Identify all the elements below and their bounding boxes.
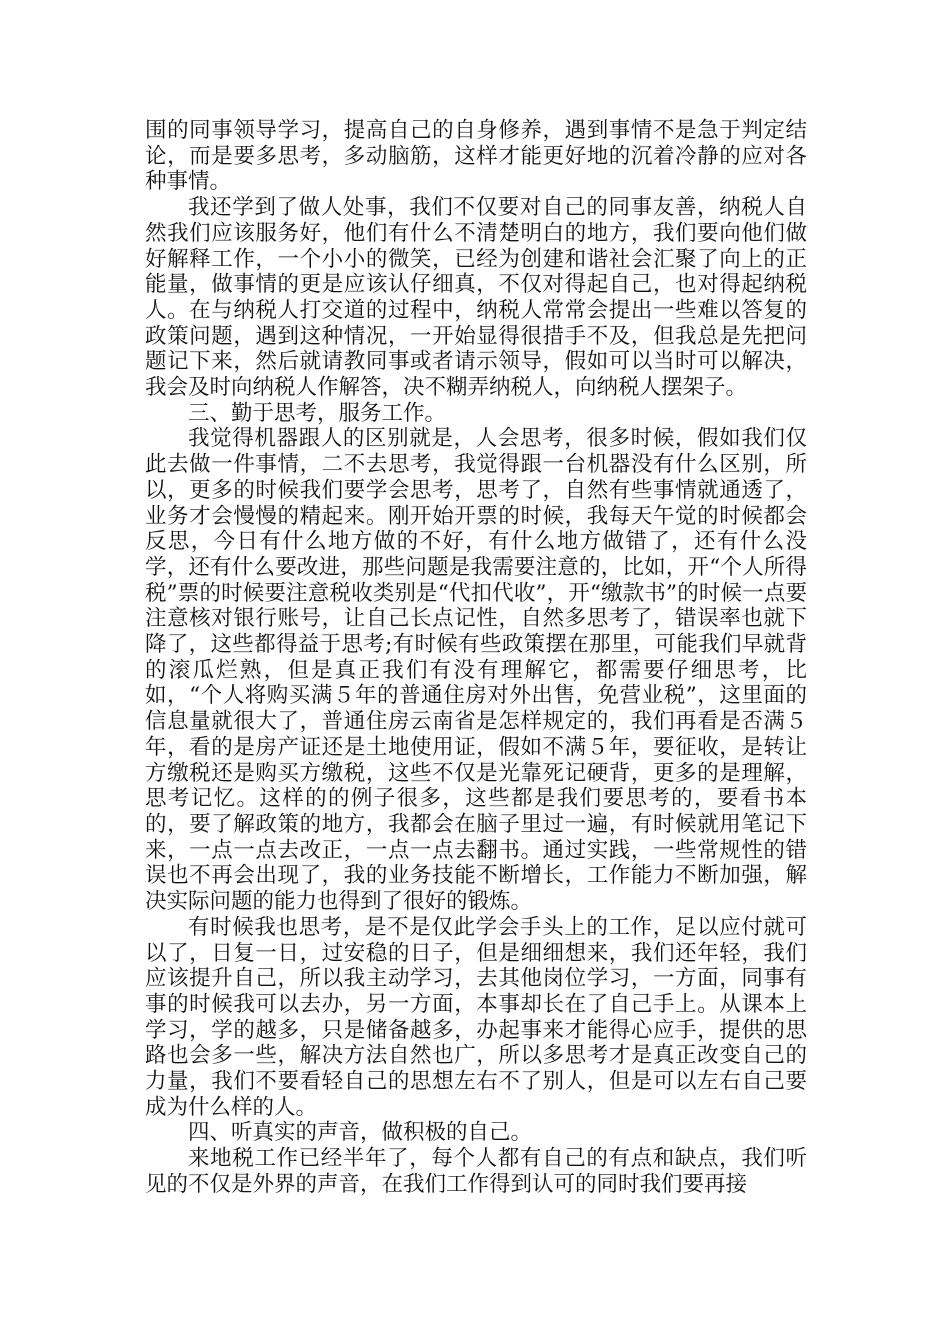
paragraph-4: 我觉得机器跟人的区别就是，人会思考，很多时候，假如我们仅此去做一件事情，二不去思考，我觉得跟一台机器没有什么区别，所以，更多的时候我们要学会思考，思考了，自然有些事情就通透了，业务才会慢慢的精起来。刚开始开票的时候，我每天午觉的时候都会反思，今日有什么地方做的不好，有什么地方做错了，还有什么没学，还有什么要改进，那些问题是我需要注意的，比如，开“个人所得税”票的时候要注意税收类别是“代扣代收”，开“缴款书”的时候一点要注意核对银行账号，让自己长点记性，自然多思考了，错误率也就下降了，这些都得益于思考;有时候有些政策摆在那里，可能我们早就背的滚瓜烂熟，但是真正我们有没有理解它，都需要仔细思考，比如，“个人将购买满５年的普通住房对外出售，免营业税”，这里面的信息量就很大了，普通住房云南省是怎样规定的，我们再看是否满５年，看的是房产证还是土地使用证，假如不满５年，要征收，是转让方缴税还是购买方缴税，这些不仅是光靠死记硬背，更多的是理解，思考记忆。这样的的例子很多，这些都是我们要思考的，要看书本的，要了解政策的地方，我都会在脑子里过一遍，有时候就用笔记下来，一点一点去改正，一点一点去翻书。通过实践，一些常规性的错误也不再会出现了，我的业务技能不断增长，工作能力不断加强，解决实际问题的能力也得到了很好的锻炼。	[145, 426, 807, 915]
section-heading-3: 三、勤于思考，服务工作。	[188, 400, 447, 426]
paragraph-5: 有时候我也思考，是不是仅此学会手头上的工作，足以应付就可以了，日复一日，过安稳的日子，但是细细想来，我们还年轻，我们应该提升自己，所以我主动学习，去其他岗位学习，一方面，同事有事的时候我可以去办，另一方面，本事却长在了自己手上。从课本上学习，学的越多，只是储备越多，办起事来才能得心应手，提供的思路也会多一些，解决方法自然也广，所以多思考才是真正改变自己的力量，我们不要看轻自己的思想左右不了别人，但是可以左右自己要成为什么样的人。	[145, 914, 807, 1120]
paragraph-1: 围的同事领导学习，提高自己的自身修养，遇到事情不是急于判定结论，而是要多思考，多动脑筋，这样才能更好地的沉着冷静的应对各种事情。	[145, 118, 807, 195]
paragraph-7: 来地税工作已经半年了，每个人都有自己的有点和缺点，我们听见的不仅是外界的声音，在我们工作得到认可的同时我们要再接	[145, 1146, 807, 1197]
document-body	[145, 118, 807, 1198]
paragraph-2: 我还学到了做人处事，我们不仅要对自己的同事友善，纳税人自然我们应该服务好，他们有什么不清楚明白的地方，我们要向他们做好解释工作，一个小小的微笑，已经为创建和谐社会汇聚了向上的正能量，做事情的更是应该认仔细真，不仅对得起自己，也对得起纳税人。在与纳税人打交道的过程中，纳税人常常会提出一些难以答复的政策问题，遇到这种情况，一开始显得很措手不及，但我总是先把问题记下来，然后就请教同事或者请示领导，假如可以当时可以解决，我会及时向纳税人作解答，决不糊弄纳税人，向纳税人摆架子。	[145, 195, 807, 401]
section-heading-4: 四、听真实的声音，做积极的自己。	[188, 1120, 533, 1146]
